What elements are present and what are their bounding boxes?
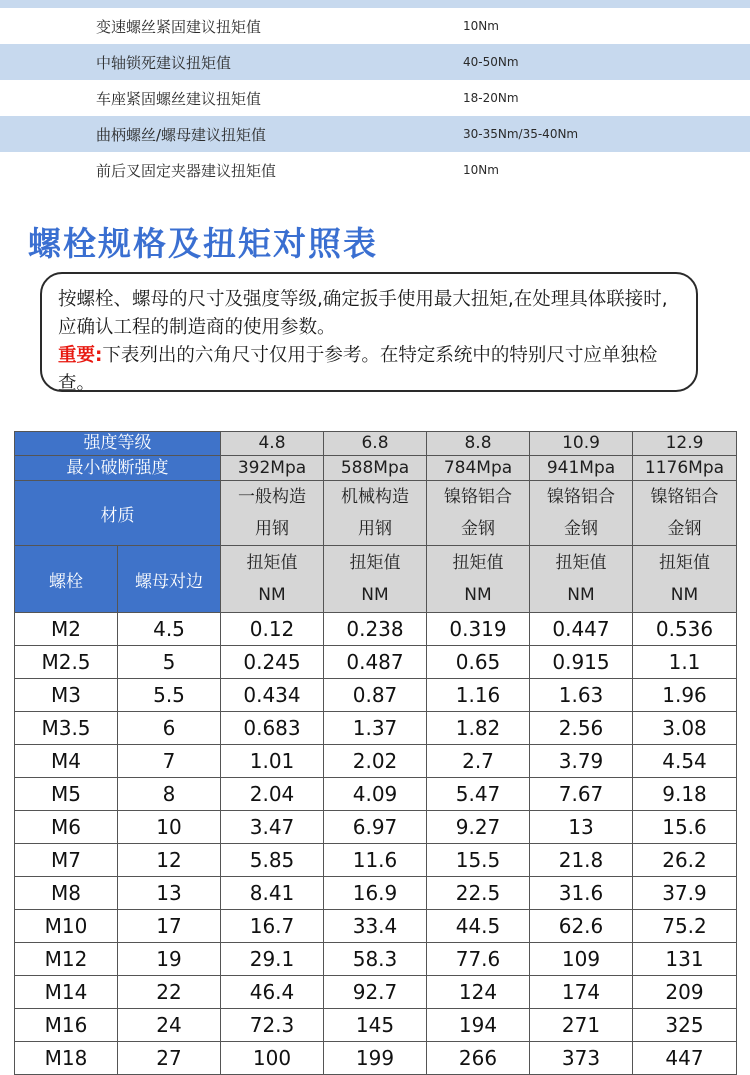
nut-width-cell: 19 [118, 943, 221, 976]
torque-row [0, 8, 750, 44]
material-label: 材质 [15, 481, 221, 546]
torque-value-cell: 46.4 [221, 976, 324, 1009]
material-line: 金钢 [461, 519, 495, 539]
torque-value-cell: 31.6 [530, 877, 633, 910]
torque-value-cell: 13 [530, 811, 633, 844]
strength-grade: 4.8 [221, 432, 324, 456]
torque-item-value: 10Nm [463, 163, 499, 177]
min-break-value: 784Mpa [427, 456, 530, 481]
table-row [15, 943, 737, 976]
torque-item-name: 变速螺丝紧固建议扭矩值 [96, 17, 262, 36]
torque-value-cell: 447 [633, 1042, 737, 1075]
torque-value-cell: 0.245 [221, 646, 324, 679]
material-line: 一般构造 [238, 487, 306, 507]
material-line: 用钢 [358, 519, 392, 539]
torque-unit: NM [567, 585, 595, 605]
torque-row [0, 44, 750, 80]
table-row [15, 712, 737, 745]
min-break-row [15, 456, 737, 481]
torque-value-cell: 75.2 [633, 910, 737, 943]
torque-value-cell: 16.7 [221, 910, 324, 943]
min-break-value: 588Mpa [324, 456, 427, 481]
torque-value-cell: 11.6 [324, 844, 427, 877]
torque-value-cell: 124 [427, 976, 530, 1009]
torque-label: 扭矩值 [452, 553, 504, 573]
torque-header [633, 546, 737, 613]
nut-width-cell: 13 [118, 877, 221, 910]
important-text: 下表列出的六角尺寸仅用于参考。在特定系统中的特别尺寸应单独检查。 [58, 345, 658, 394]
min-break-value: 1176Mpa [633, 456, 737, 481]
torque-value-cell: 72.3 [221, 1009, 324, 1042]
material-cell [221, 481, 324, 546]
table-row [15, 745, 737, 778]
nut-width-cell: 5.5 [118, 679, 221, 712]
torque-value-cell: 15.6 [633, 811, 737, 844]
torque-value-cell: 1.96 [633, 679, 737, 712]
torque-value-cell: 7.67 [530, 778, 633, 811]
torque-label: 扭矩值 [555, 553, 607, 573]
material-line: 机械构造 [341, 487, 409, 507]
table-row [15, 1042, 737, 1075]
bolt-size-cell: M3 [15, 679, 118, 712]
torque-value-cell: 8.41 [221, 877, 324, 910]
torque-value-cell: 271 [530, 1009, 633, 1042]
material-row [15, 481, 737, 546]
torque-value-cell: 62.6 [530, 910, 633, 943]
table-row [15, 976, 737, 1009]
torque-item-value: 10Nm [463, 19, 499, 33]
strength-grade: 6.8 [324, 432, 427, 456]
table-row [15, 778, 737, 811]
torque-row [0, 116, 750, 152]
torque-value-cell: 4.54 [633, 745, 737, 778]
torque-value-cell: 3.08 [633, 712, 737, 745]
torque-value-cell: 5.85 [221, 844, 324, 877]
torque-label: 扭矩值 [659, 553, 710, 573]
torque-value-cell: 209 [633, 976, 737, 1009]
nut-width-cell: 12 [118, 844, 221, 877]
torque-value-cell: 1.1 [633, 646, 737, 679]
material-cell [633, 481, 737, 546]
torque-value-cell: 0.683 [221, 712, 324, 745]
torque-unit: NM [361, 585, 389, 605]
torque-item-value: 30-35Nm/35-40Nm [463, 127, 579, 141]
material-line: 金钢 [667, 519, 702, 539]
torque-unit: NM [258, 585, 286, 605]
torque-header [324, 546, 427, 613]
torque-header [427, 546, 530, 613]
torque-item-name: 中轴锁死建议扭矩值 [96, 53, 232, 72]
nut-width-cell: 7 [118, 745, 221, 778]
min-break-value: 941Mpa [530, 456, 633, 481]
torque-value-cell: 131 [633, 943, 737, 976]
min-break-label: 最小破断强度 [15, 456, 221, 481]
material-cell [427, 481, 530, 546]
strength-grade: 8.8 [427, 432, 530, 456]
bolt-size-cell: M10 [15, 910, 118, 943]
torque-value-cell: 21.8 [530, 844, 633, 877]
material-cell [530, 481, 633, 546]
top-band [0, 0, 750, 8]
nut-width-cell: 17 [118, 910, 221, 943]
strength-grade-label: 强度等级 [15, 432, 221, 456]
torque-value-cell: 16.9 [324, 877, 427, 910]
bolt-size-cell: M12 [15, 943, 118, 976]
important-label: 重要: [58, 345, 103, 366]
torque-value-cell: 0.87 [324, 679, 427, 712]
torque-label: 扭矩值 [349, 553, 401, 573]
torque-value-cell: 325 [633, 1009, 737, 1042]
bolt-size-cell: M8 [15, 877, 118, 910]
min-break-value: 392Mpa [221, 456, 324, 481]
material-line: 镍铬铝合 [444, 487, 512, 507]
torque-value-cell: 2.7 [427, 745, 530, 778]
torque-value-cell: 266 [427, 1042, 530, 1075]
table-row [15, 646, 737, 679]
nut-width-cell: 6 [118, 712, 221, 745]
table-row [15, 1009, 737, 1042]
bolt-size-cell: M2 [15, 613, 118, 646]
torque-value-cell: 2.04 [221, 778, 324, 811]
nut-width-cell: 10 [118, 811, 221, 844]
torque-item-value: 40-50Nm [463, 55, 519, 69]
torque-unit: NM [670, 585, 699, 605]
torque-label: 扭矩值 [246, 553, 298, 573]
torque-header [530, 546, 633, 613]
torque-value-cell: 100 [221, 1042, 324, 1075]
bolt-size-cell: M16 [15, 1009, 118, 1042]
torque-unit: NM [464, 585, 492, 605]
bolt-torque-table [14, 431, 737, 1075]
torque-value-cell: 1.01 [221, 745, 324, 778]
column-header-row [15, 546, 737, 613]
torque-value-cell: 1.63 [530, 679, 633, 712]
table-row [15, 877, 737, 910]
torque-value-cell: 15.5 [427, 844, 530, 877]
torque-value-cell: 145 [324, 1009, 427, 1042]
table-row [15, 679, 737, 712]
torque-value-cell: 0.65 [427, 646, 530, 679]
torque-value-cell: 4.09 [324, 778, 427, 811]
nut-width-cell: 8 [118, 778, 221, 811]
table-row [15, 811, 737, 844]
table-row [15, 844, 737, 877]
torque-value-cell: 0.319 [427, 613, 530, 646]
nut-width-cell: 24 [118, 1009, 221, 1042]
torque-value-cell: 44.5 [427, 910, 530, 943]
torque-value-cell: 2.02 [324, 745, 427, 778]
strength-grade-row [15, 432, 737, 456]
torque-value-cell: 109 [530, 943, 633, 976]
torque-value-cell: 373 [530, 1042, 633, 1075]
torque-item-name: 曲柄螺丝/螺母建议扭矩值 [96, 125, 267, 144]
torque-value-cell: 26.2 [633, 844, 737, 877]
strength-grade: 12.9 [633, 432, 737, 456]
bolt-size-cell: M6 [15, 811, 118, 844]
bolt-header: 螺栓 [15, 546, 118, 613]
torque-value-cell: 0.12 [221, 613, 324, 646]
torque-value-cell: 0.915 [530, 646, 633, 679]
bolt-size-cell: M18 [15, 1042, 118, 1075]
torque-value-cell: 194 [427, 1009, 530, 1042]
torque-value-cell: 0.238 [324, 613, 427, 646]
torque-recommendation-list [0, 8, 750, 188]
strength-grade: 10.9 [530, 432, 633, 456]
torque-value-cell: 1.37 [324, 712, 427, 745]
torque-value-cell: 9.18 [633, 778, 737, 811]
material-line: 镍铬铝合 [650, 487, 719, 507]
material-line: 镍铬铝合 [547, 487, 615, 507]
table-row [15, 910, 737, 943]
torque-item-value: 18-20Nm [463, 91, 519, 105]
torque-item-name: 前后叉固定夹器建议扭矩值 [96, 161, 277, 180]
torque-value-cell: 5.47 [427, 778, 530, 811]
torque-value-cell: 0.487 [324, 646, 427, 679]
torque-value-cell: 33.4 [324, 910, 427, 943]
nut-width-cell: 22 [118, 976, 221, 1009]
nut-header: 螺母对边 [118, 546, 221, 613]
torque-value-cell: 1.82 [427, 712, 530, 745]
table-row [15, 613, 737, 646]
torque-value-cell: 37.9 [633, 877, 737, 910]
notice-text: 按螺栓、螺母的尺寸及强度等级,确定扳手使用最大扭矩,在处理具体联接时,应确认工程的制造商的使用参数。 [58, 289, 668, 338]
torque-value-cell: 58.3 [324, 943, 427, 976]
notice-box [40, 272, 698, 392]
material-cell [324, 481, 427, 546]
torque-value-cell: 0.434 [221, 679, 324, 712]
nut-width-cell: 5 [118, 646, 221, 679]
material-line: 金钢 [564, 519, 598, 539]
bolt-size-cell: M14 [15, 976, 118, 1009]
bolt-size-cell: M4 [15, 745, 118, 778]
material-line: 用钢 [255, 519, 289, 539]
section-title: 螺栓规格及扭矩对照表 [28, 224, 378, 263]
torque-value-cell: 6.97 [324, 811, 427, 844]
torque-value-cell: 77.6 [427, 943, 530, 976]
torque-value-cell: 174 [530, 976, 633, 1009]
bolt-size-cell: M7 [15, 844, 118, 877]
bolt-size-cell: M5 [15, 778, 118, 811]
torque-value-cell: 92.7 [324, 976, 427, 1009]
bolt-size-cell: M2.5 [15, 646, 118, 679]
torque-item-name: 车座紧固螺丝建议扭矩值 [96, 89, 262, 108]
torque-value-cell: 0.447 [530, 613, 633, 646]
torque-value-cell: 1.16 [427, 679, 530, 712]
torque-value-cell: 3.47 [221, 811, 324, 844]
torque-value-cell: 3.79 [530, 745, 633, 778]
torque-value-cell: 22.5 [427, 877, 530, 910]
torque-value-cell: 2.56 [530, 712, 633, 745]
torque-value-cell: 9.27 [427, 811, 530, 844]
torque-row [0, 80, 750, 116]
nut-width-cell: 4.5 [118, 613, 221, 646]
torque-row [0, 152, 750, 188]
torque-value-cell: 0.536 [633, 613, 737, 646]
torque-header [221, 546, 324, 613]
bolt-size-cell: M3.5 [15, 712, 118, 745]
torque-value-cell: 199 [324, 1042, 427, 1075]
nut-width-cell: 27 [118, 1042, 221, 1075]
table-body [15, 613, 737, 1075]
torque-value-cell: 29.1 [221, 943, 324, 976]
